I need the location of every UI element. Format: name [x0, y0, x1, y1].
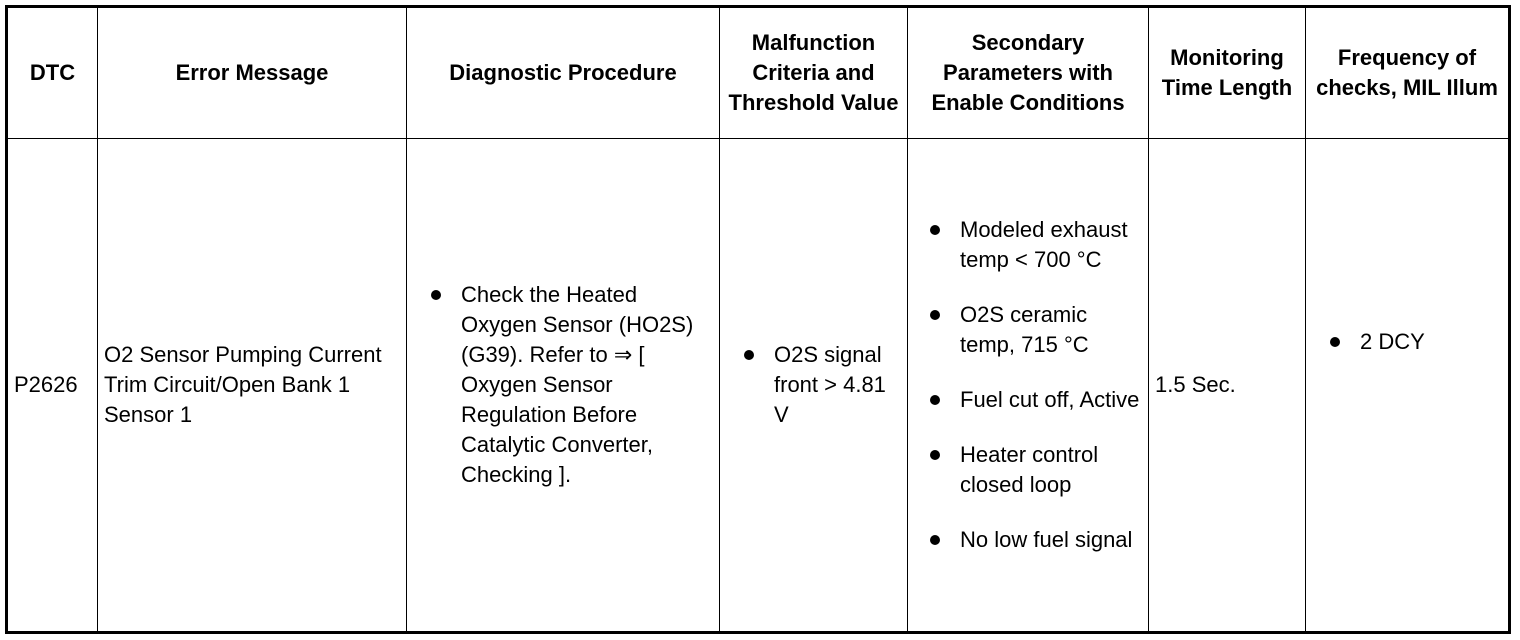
- header-dtc: DTC: [7, 7, 98, 139]
- secondary-param-item: Modeled exhaust temp < 700 °C: [926, 215, 1142, 275]
- header-diagnostic-procedure: Diagnostic Procedure: [407, 7, 720, 139]
- secondary-param-item: No low fuel signal: [926, 525, 1142, 555]
- header-secondary-parameters: Secondary Parameters with Enable Conditions: [908, 7, 1149, 139]
- frequency-bullet: 2 DCY: [1326, 327, 1502, 357]
- cell-diagnostic-procedure: [407, 139, 720, 633]
- criteria-bullet: O2S signal front > 4.81 V: [740, 340, 901, 430]
- header-error-message: Error Message: [98, 7, 407, 139]
- procedure-bullet: Check the Heated Oxygen Sensor (HO2S) (G39). Refer to ⇒ [ Oxygen Sensor Regulation Before Catalytic Converter, Checking ].: [427, 280, 713, 490]
- secondary-param-item: Heater control closed loop: [926, 440, 1142, 500]
- cell-error-message: O2 Sensor Pumping Current Trim Circuit/Open Bank 1 Sensor 1: [98, 139, 407, 633]
- cell-malfunction-criteria: [720, 139, 908, 633]
- header-malfunction-criteria: Malfunction Criteria and Threshold Value: [720, 7, 908, 139]
- cell-dtc-code: P2626: [7, 139, 98, 633]
- cell-frequency: [1306, 139, 1510, 633]
- secondary-param-item: Fuel cut off, Active: [926, 385, 1142, 415]
- table-row: [7, 139, 1510, 633]
- header-monitoring-time: Monitoring Time Length: [1149, 7, 1306, 139]
- secondary-param-item: O2S ceramic temp, 715 °C: [926, 300, 1142, 360]
- header-row: [7, 7, 1510, 139]
- dtc-table: [5, 5, 1511, 634]
- table-header: [7, 7, 1510, 139]
- cell-secondary-parameters: [908, 139, 1149, 633]
- cell-monitoring-time: 1.5 Sec.: [1149, 139, 1306, 633]
- header-frequency: Frequency of checks, MIL Illum: [1306, 7, 1510, 139]
